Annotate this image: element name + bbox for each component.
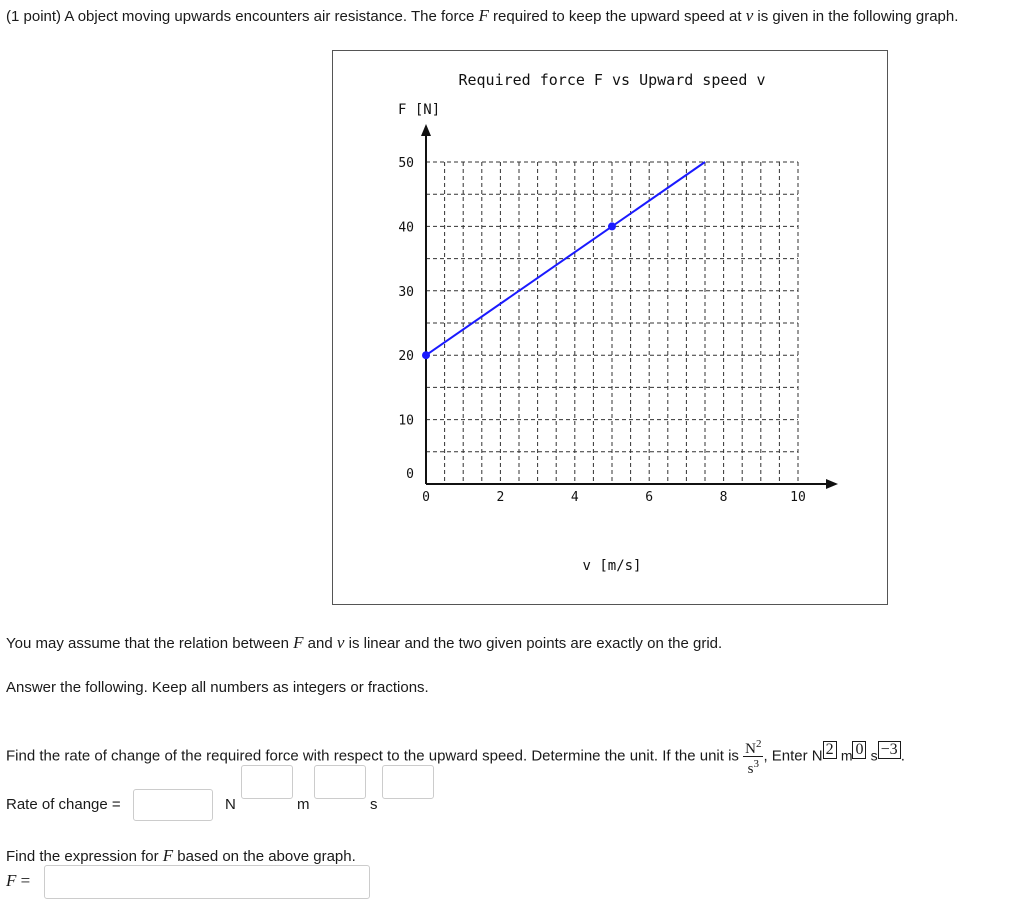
x-axis-label: v [m/s] (582, 558, 642, 574)
expression-lhs (6, 871, 30, 891)
data-point (422, 351, 430, 359)
frame-border (333, 51, 888, 605)
var-F: F (478, 6, 489, 25)
expression-var-F: F (162, 846, 174, 865)
question-intro-pre: (1 point) A object moving upwards encounters air resistance. The force (6, 8, 479, 25)
y-tick-label: 30 (398, 284, 414, 300)
exponent-N-input[interactable] (241, 765, 293, 799)
expression-equals: = (20, 871, 31, 890)
example-exp-m: 0 (852, 741, 866, 759)
question-intro (6, 6, 958, 26)
rate-of-change-input[interactable] (133, 789, 213, 821)
expression-post: based on the above graph. (173, 848, 356, 865)
y-axis-label: F [N] (398, 102, 441, 118)
x-axis-arrow (826, 479, 838, 489)
x-tick-label: 2 (496, 490, 505, 505)
unit-s-label: s (370, 796, 378, 813)
data-point (608, 222, 616, 230)
example-end: . (900, 747, 905, 765)
y-tick-label: 40 (398, 220, 414, 236)
x-tick-label: 8 (719, 490, 728, 505)
rate-question (6, 737, 905, 776)
assumption-pre: You may assume that the relation between (6, 635, 294, 652)
unit-N-label: N (225, 796, 236, 813)
chart-title: Required force F vs Upward speed v (458, 71, 766, 89)
y-tick-label: 0 (406, 467, 414, 482)
x-tick-label: 10 (790, 490, 806, 505)
expression-question (6, 846, 356, 866)
unit-example-fraction (743, 737, 763, 776)
expression-lhs-F: F (6, 871, 17, 890)
y-axis-arrow (421, 124, 431, 136)
unit-num: N (745, 741, 756, 757)
unit-num-exp: 2 (755, 738, 762, 750)
x-tick-label: 4 (570, 490, 579, 505)
x-tick-label: 0 (422, 490, 430, 505)
assumption-mid: and (303, 635, 337, 652)
assumption-var-v: v (336, 633, 345, 652)
rate-of-change-label: Rate of change = (6, 796, 121, 813)
question-intro-mid: required to keep the upward speed at (488, 8, 746, 25)
series-line (426, 162, 705, 355)
y-tick-label: 20 (398, 349, 414, 365)
example-exp-n: 2 (823, 741, 837, 759)
var-v: v (745, 6, 754, 25)
unit-m-label: m (297, 796, 310, 813)
unit-den: s (747, 761, 754, 777)
assumption-var-F: F (293, 633, 304, 652)
enter-text: Enter N (771, 747, 823, 765)
rate-question-text: Find the rate of change of the required force with respect to the upward speed. Determine the unit. If the unit is (6, 747, 739, 765)
unit-den-exp: 3 (753, 758, 759, 770)
example-exp-s: −3 (878, 741, 901, 759)
instruction-text: Answer the following. Keep all numbers as integers or fractions. (6, 679, 429, 696)
y-tick-label: 50 (398, 156, 414, 171)
exponent-m-input[interactable] (314, 765, 366, 799)
expression-input[interactable] (44, 865, 370, 899)
graph-frame (332, 50, 888, 605)
force-speed-chart (332, 50, 888, 605)
unit-comma: , (763, 747, 768, 765)
exponent-s-input[interactable] (382, 765, 434, 799)
example-m-label: m (840, 747, 853, 764)
y-tick-label: 10 (398, 413, 414, 429)
assumption-post: is linear and the two given points are exactly on the grid. (344, 635, 723, 652)
example-s-label: s (870, 747, 878, 764)
assumption-text (6, 633, 722, 653)
question-intro-post: is given in the following graph. (753, 8, 959, 25)
expression-pre: Find the expression for (6, 848, 163, 865)
x-tick-label: 6 (645, 490, 654, 505)
